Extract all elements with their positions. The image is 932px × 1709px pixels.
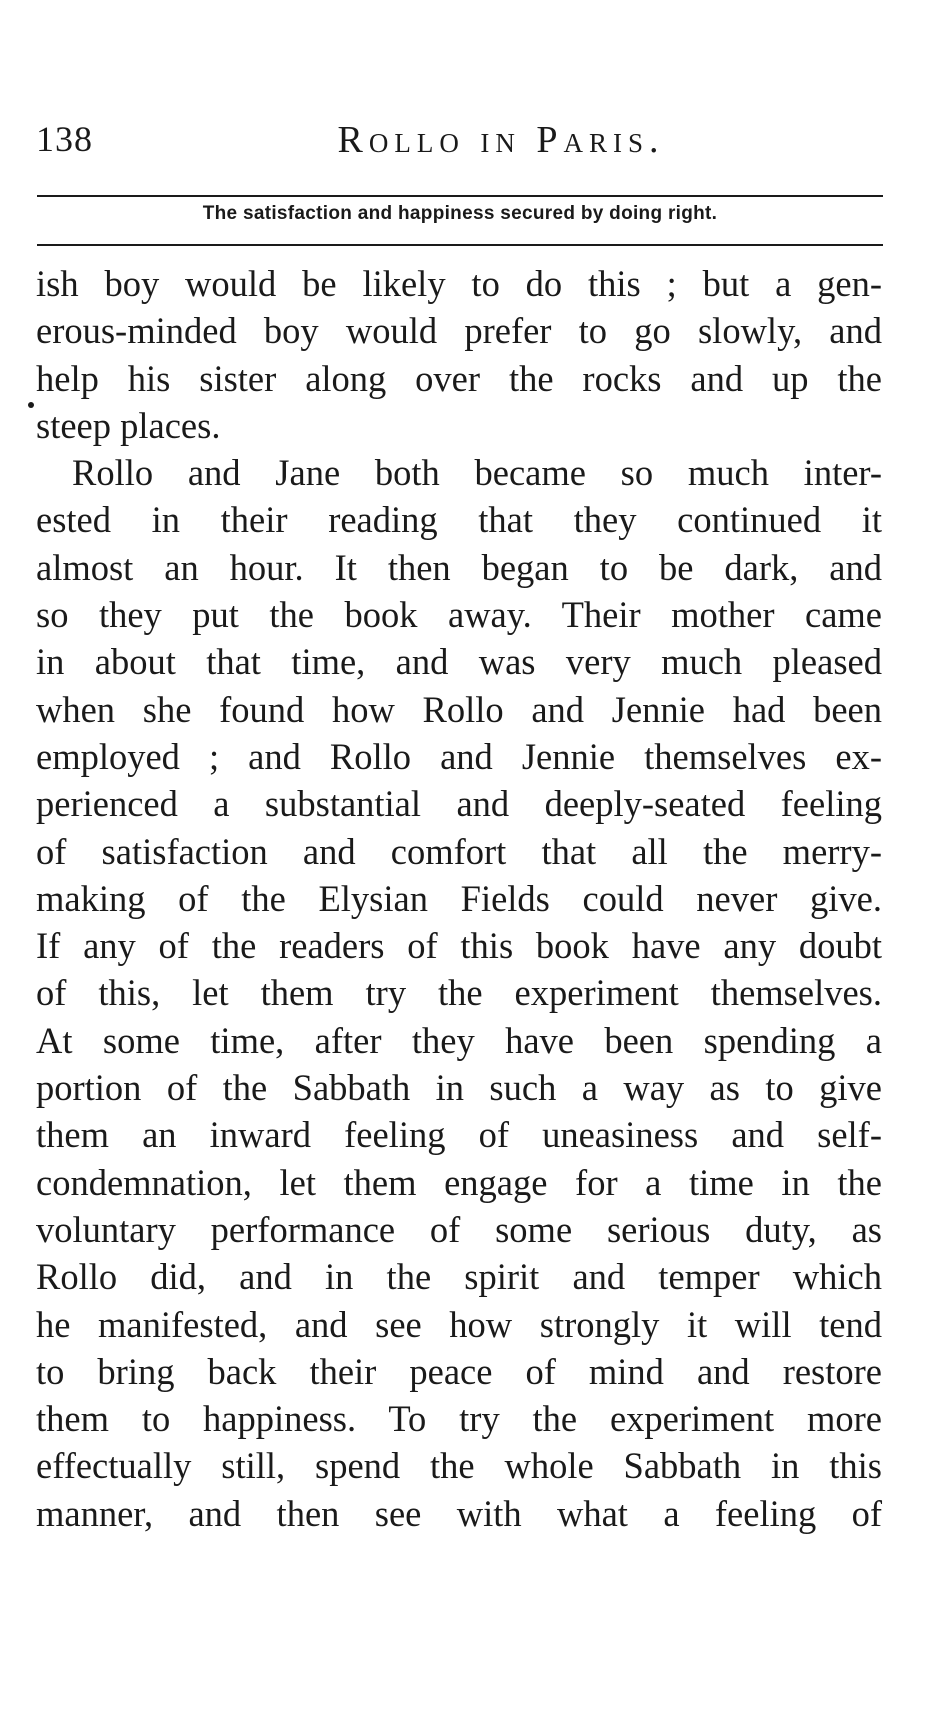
text-line: condemnation, let them engage for a time in the bbox=[36, 1161, 882, 1203]
text-line: in about that time, and was very much pleased bbox=[36, 641, 882, 683]
chapter-subheading: The satisfaction and happiness secured by doing right. bbox=[202, 203, 718, 224]
text-line: almost an hour. It then began to be dark, and bbox=[36, 546, 882, 588]
text-line: erous-minded boy would prefer to go slowly, and bbox=[36, 310, 882, 352]
body-text bbox=[36, 260, 882, 1537]
text-line: effectually still, spend the whole Sabbath in this bbox=[36, 1445, 882, 1487]
header-rule-top bbox=[37, 195, 883, 197]
text-line: making of the Elysian Fields could never give. bbox=[36, 877, 882, 919]
text-line: ish boy would be likely to do this ; but a gen- bbox=[36, 263, 882, 304]
text-line: employed ; and Rollo and Jennie themselves ex- bbox=[36, 735, 882, 777]
text-line: If any of the readers of this book have any doubt bbox=[36, 925, 882, 967]
text-line: portion of the Sabbath in such a way as to give bbox=[36, 1067, 882, 1109]
text-line: so they put the book away. Their mother came bbox=[36, 594, 882, 636]
text-line: when she found how Rollo and Jennie had been bbox=[36, 688, 882, 730]
header-rule-bottom bbox=[37, 244, 883, 246]
text-line: to bring back their peace of mind and restore bbox=[36, 1350, 882, 1392]
text-line: manner, and then see with what a feeling of bbox=[36, 1492, 882, 1534]
text-line: voluntary performance of some serious duty, as bbox=[36, 1208, 882, 1250]
text-line: help his sister along over the rocks and up the bbox=[36, 357, 882, 399]
text-line: At some time, after they have been spending a bbox=[36, 1019, 882, 1061]
text-line: them an inward feeling of uneasiness and self- bbox=[36, 1114, 882, 1156]
running-title: Rollo in Paris. bbox=[337, 119, 665, 161]
text-line: of satisfaction and comfort that all the merry- bbox=[36, 830, 882, 872]
paragraph-start-line: Rollo and Jane both became so much inter- bbox=[72, 452, 882, 494]
text-line: Rollo did, and in the spirit and temper which bbox=[36, 1256, 882, 1298]
text-line: them to happiness. To try the experiment more bbox=[36, 1398, 882, 1440]
page-number: 138 bbox=[36, 119, 93, 159]
margin-mark bbox=[28, 402, 34, 408]
text-line: ested in their reading that they continued it bbox=[36, 499, 882, 541]
text-line: perienced a substantial and deeply-seated feeling bbox=[36, 783, 882, 825]
text-line: he manifested, and see how strongly it will tend bbox=[36, 1303, 882, 1345]
text-line: of this, let them try the experiment themselves. bbox=[36, 972, 882, 1014]
text-line: steep places. bbox=[36, 404, 221, 446]
